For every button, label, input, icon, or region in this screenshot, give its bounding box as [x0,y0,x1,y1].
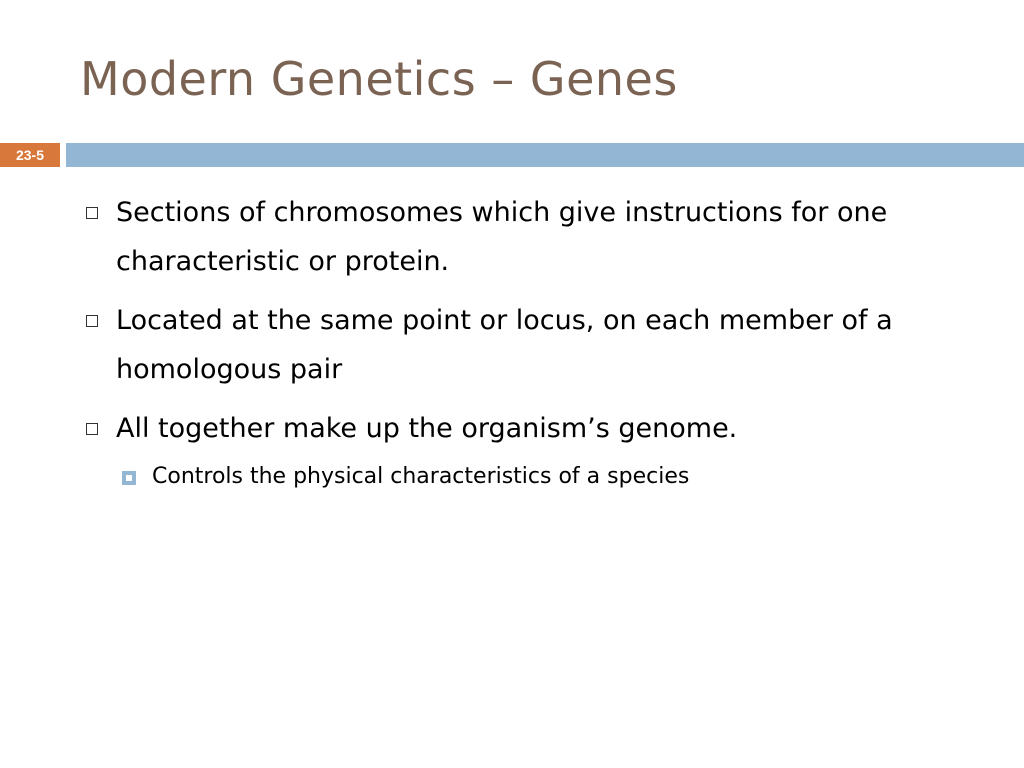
bullet-item [80,188,990,286]
header-rule-bar [66,143,1024,167]
bullet-text: All together make up the organism’s genome. [116,413,738,444]
bullet-text: Located at the same point or locus, on each member of a homologous pair [116,305,893,385]
hollow-square-bullet-icon [86,207,98,219]
slide-number-badge: 23-5 [0,143,60,167]
hollow-square-bullet-icon [86,315,98,327]
filled-square-bullet-icon [122,471,136,485]
slide-title: Modern Genetics – Genes [80,52,678,106]
bullet-item [80,296,990,394]
bullet-item [80,404,990,453]
sub-bullet-text: Controls the physical characteristics of a species [152,464,690,489]
sub-bullet-item [80,457,990,497]
bullet-list [80,188,990,497]
hollow-square-bullet-icon [86,423,98,435]
bullet-text: Sections of chromosomes which give instructions for one characteristic or protein. [116,197,888,277]
